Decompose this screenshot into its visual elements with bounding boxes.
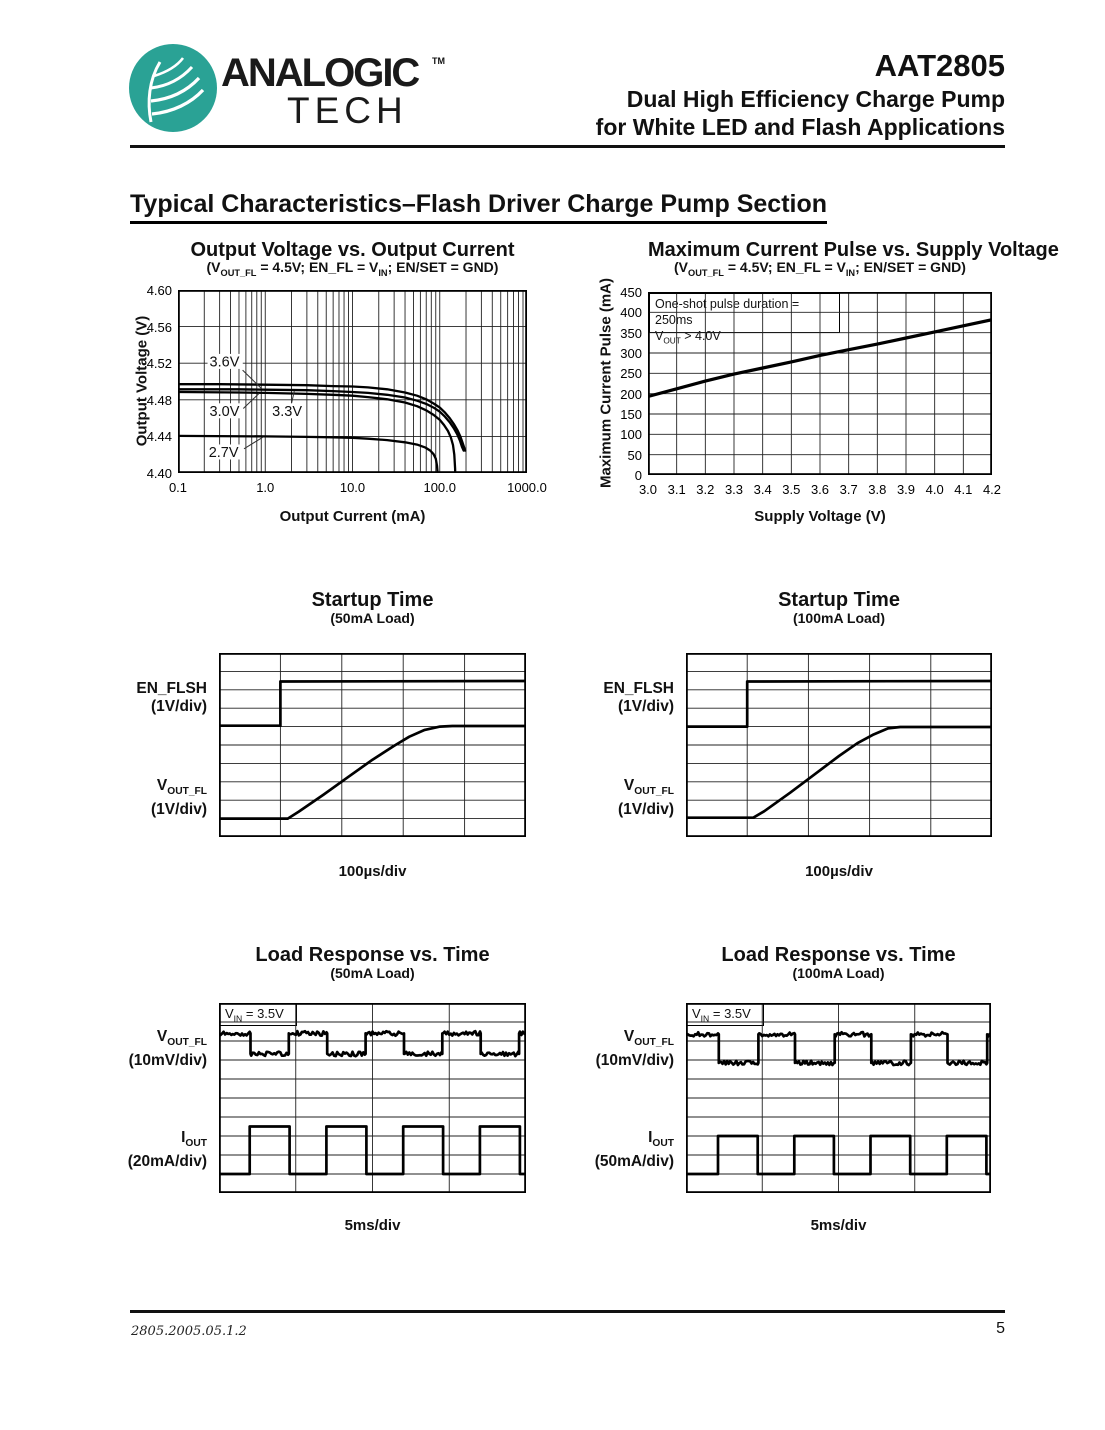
chart-title-load-response-100ma: Load Response vs. Time xyxy=(721,944,956,966)
y-tick-label: 4.56 xyxy=(146,319,172,335)
plot-area-max-current-pulse xyxy=(648,292,992,475)
x-tick-label: 3.7 xyxy=(839,482,858,497)
x-tick-label: 3.2 xyxy=(696,482,715,497)
x-axis-title: Supply Voltage (V) xyxy=(754,508,886,525)
channel-scale: (1V/div) xyxy=(151,801,207,819)
logo-wordmark-analogic: ANALOGIC xyxy=(221,51,419,95)
y-axis-title: Output Voltage (V) xyxy=(133,315,151,447)
trace-EN_FLSH xyxy=(219,681,526,726)
channel-label-en-flsh xyxy=(554,680,674,716)
channel-label-vout-fl xyxy=(87,777,207,819)
series-label: 3.6V xyxy=(209,354,240,371)
footer-doc-number: 2805.2005.05.1.2 xyxy=(131,1324,247,1339)
part-number: AAT2805 xyxy=(874,48,1005,83)
channel-label-vout-fl xyxy=(87,1028,207,1070)
chart-canvas-load-response-100ma xyxy=(686,1003,991,1193)
logo-circle xyxy=(129,44,217,132)
plot-area-startup-100ma xyxy=(686,653,992,837)
channel-name: $V_{OUT\_FL}$ xyxy=(623,1028,674,1049)
channel-name: $I_{OUT}$ xyxy=(181,1129,207,1150)
x-tick-label: 3.3 xyxy=(724,482,744,497)
chart-canvas-output-voltage-vs-output-current xyxy=(178,290,527,473)
chart-title-max-current-pulse: Maximum Current Pulse vs. Supply Voltage xyxy=(648,239,1059,261)
chart-subtitle-load-response-100ma: (100mA Load) xyxy=(792,965,885,981)
y-tick-label: 4.40 xyxy=(146,466,172,481)
channel-scale: (1V/div) xyxy=(618,801,674,819)
chart-subtitle-load-response-50ma: (50mA Load) xyxy=(330,965,415,981)
x-tick-label: 100.0 xyxy=(423,480,457,495)
plot-area-startup-50ma xyxy=(219,653,526,837)
channel-scale: (50mA/div) xyxy=(594,1153,674,1171)
y-tick-label: 350 xyxy=(620,325,642,341)
channel-name: $I_{OUT}$ xyxy=(648,1129,674,1150)
product-subtitle-line1: Dual High Efficiency Charge Pump xyxy=(626,86,1005,112)
x-tick-label: 10.0 xyxy=(339,480,366,495)
logo-wordmark-tech: TECH xyxy=(287,90,408,131)
channel-name: EN_FLSH xyxy=(136,680,207,697)
y-tick-label: 200 xyxy=(620,386,642,402)
page-number: 5 xyxy=(996,1320,1005,1337)
trademark-symbol: TM xyxy=(432,56,445,66)
chart-subtitle-output-voltage: ($V_{OUT\_FL} = 4.5V$; EN_FL = $V_{IN}$; EN/SET = GND) xyxy=(206,259,499,278)
x-tick-label: 1.0 xyxy=(256,480,275,495)
x-tick-label: 4.0 xyxy=(925,482,944,497)
plot-area-output-voltage xyxy=(178,290,527,473)
chart-subtitle-startup-100ma: (100mA Load) xyxy=(792,610,886,626)
y-axis-title: Maximum Current Pulse (mA) xyxy=(597,277,615,489)
channel-label-vout-fl xyxy=(554,777,674,819)
chart-title-load-response-50ma: Load Response vs. Time xyxy=(255,944,490,966)
x-tick-label: 3.4 xyxy=(753,482,772,497)
channel-scale: (10mV/div) xyxy=(595,1052,674,1070)
x-axis-title: Output Current (mA) xyxy=(279,508,426,525)
series-label-leader xyxy=(244,437,263,449)
x-tick-label: 3.0 xyxy=(638,482,658,497)
y-tick-label: 4.44 xyxy=(146,429,172,445)
series-line-3.3V xyxy=(178,389,464,450)
series-label: 3.0V xyxy=(209,403,240,420)
trace-EN_FLSH xyxy=(686,681,992,727)
y-tick-label: 300 xyxy=(620,346,642,361)
channel-name: $V_{OUT\_FL}$ xyxy=(156,1028,207,1049)
time-per-div-caption: 100µs/div xyxy=(805,863,873,880)
y-tick-label: 4.48 xyxy=(146,392,172,408)
chart-title-startup-50ma: Startup Time xyxy=(311,589,434,611)
x-tick-label: 3.8 xyxy=(868,482,887,497)
x-tick-label: 3.5 xyxy=(782,482,801,497)
time-per-div-caption: 5ms/div xyxy=(810,1217,867,1234)
x-tick-label: 4.1 xyxy=(954,482,973,497)
section-title: Typical Characteristics–Flash Driver Charge Pump Section xyxy=(130,190,827,224)
series-label: 2.7V xyxy=(208,444,239,461)
time-per-div-caption: 100µs/div xyxy=(338,863,407,880)
x-tick-label: 3.9 xyxy=(896,482,916,497)
channel-label-iout xyxy=(87,1129,207,1171)
chart-subtitle-max-current-pulse: ($V_{OUT\_FL} = 4.5V$; EN_FL = $V_{IN}$; EN/SET = GND) xyxy=(674,259,966,278)
chart-canvas-load-response-50ma xyxy=(219,1003,526,1193)
y-tick-label: 50 xyxy=(627,447,642,463)
x-tick-label: 3.1 xyxy=(667,482,686,497)
y-tick-label: 4.52 xyxy=(146,356,172,372)
channel-scale: (10mV/div) xyxy=(128,1052,207,1070)
channel-name: EN_FLSH xyxy=(603,680,674,697)
header-rule xyxy=(130,145,1005,148)
footer-rule xyxy=(130,1310,1005,1313)
trace-V_OUT_FL xyxy=(219,726,526,819)
chart-canvas-maximum-current-pulse-vs-supply-voltage xyxy=(648,292,992,475)
y-tick-label: 450 xyxy=(620,285,642,300)
x-tick-label: 4.2 xyxy=(982,482,1002,497)
y-tick-label: 0 xyxy=(634,468,642,483)
x-tick-label: 0.1 xyxy=(168,480,188,495)
plot-area-load-response-50ma xyxy=(219,1003,526,1193)
channel-label-vout-fl xyxy=(554,1028,674,1070)
channel-scale: (1V/div) xyxy=(618,698,674,715)
series-label: 3.3V xyxy=(272,403,303,420)
y-tick-label: 150 xyxy=(620,407,642,422)
chart-canvas-startup-time-50ma xyxy=(219,653,526,837)
x-tick-label: 3.6 xyxy=(810,482,830,497)
channel-scale: (20mA/div) xyxy=(127,1153,207,1171)
channel-name: $V_{OUT\_FL}$ xyxy=(156,777,207,798)
y-tick-label: 400 xyxy=(620,305,642,321)
annotation-box-vin: $V_{IN} = 3.5V$ xyxy=(687,1004,764,1026)
annotation-box-vin: $V_{IN} = 3.5V$ xyxy=(220,1004,297,1026)
channel-label-iout xyxy=(554,1129,674,1171)
annotation-line: One-shot pulse duration = 250ms xyxy=(655,297,800,327)
y-tick-label: 4.60 xyxy=(146,283,172,298)
chart-subtitle-startup-50ma: (50mA Load) xyxy=(330,610,415,626)
analogictech-logo xyxy=(127,42,219,134)
channel-name: $V_{OUT\_FL}$ xyxy=(623,777,674,798)
chart-title-output-voltage: Output Voltage vs. Output Current xyxy=(190,239,515,261)
annotation-line: $V_{OUT} > 4.0V$ xyxy=(655,329,721,346)
channel-label-en-flsh xyxy=(87,680,207,716)
channel-scale: (1V/div) xyxy=(151,698,207,715)
y-tick-label: 100 xyxy=(620,427,642,443)
x-tick-label: 1000.0 xyxy=(507,480,547,495)
chart-canvas-startup-time-100ma xyxy=(686,653,992,837)
product-subtitle-line2: for White LED and Flash Applications xyxy=(595,114,1005,140)
plot-area-load-response-100ma xyxy=(686,1003,991,1193)
time-per-div-caption: 5ms/div xyxy=(344,1217,401,1234)
trace-V_OUT_FL xyxy=(686,727,992,818)
chart-title-startup-100ma: Startup Time xyxy=(778,589,900,611)
y-tick-label: 250 xyxy=(620,366,642,382)
